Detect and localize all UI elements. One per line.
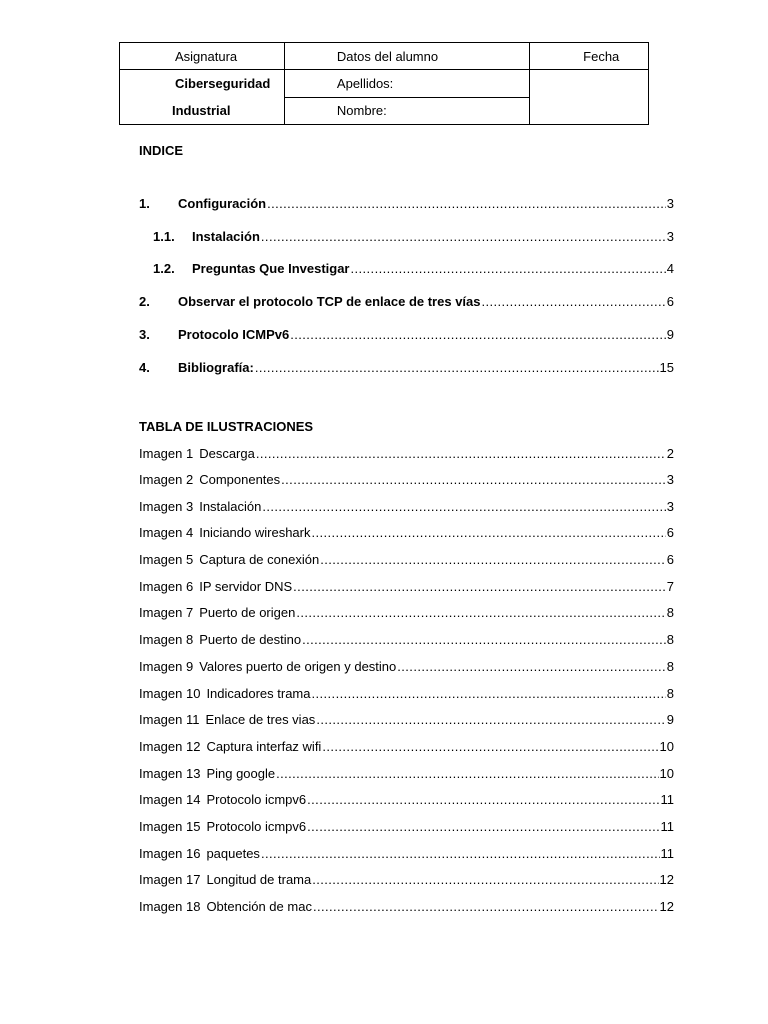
toc-entry[interactable] bbox=[139, 294, 674, 309]
toc-text: Instalación bbox=[192, 229, 260, 244]
illustration-text: Iniciando wireshark bbox=[199, 525, 311, 540]
illustration-entry[interactable] bbox=[139, 659, 674, 674]
date-cell bbox=[530, 70, 649, 125]
illustration-label: Imagen 13 bbox=[139, 766, 201, 781]
subject-line-1: Ciberseguridad bbox=[175, 76, 271, 91]
surname-row bbox=[120, 70, 649, 98]
toc-page: 15 bbox=[659, 360, 674, 375]
toc-entry[interactable] bbox=[139, 196, 674, 211]
toc-page: 9 bbox=[666, 327, 674, 342]
illustration-entry[interactable] bbox=[139, 525, 674, 540]
illustration-entry[interactable] bbox=[139, 846, 674, 861]
illustration-text: Puerto de destino bbox=[199, 632, 302, 647]
illustration-entry[interactable] bbox=[139, 686, 674, 701]
illustration-page: 11 bbox=[660, 792, 674, 807]
toc-text: Configuración bbox=[178, 196, 267, 211]
illustration-label: Imagen 12 bbox=[139, 739, 201, 754]
toc-leader bbox=[262, 499, 665, 514]
toc-number: 3. bbox=[139, 327, 150, 342]
illustration-page: 7 bbox=[666, 579, 674, 594]
subject-header-cell bbox=[120, 43, 285, 70]
toc-page: 4 bbox=[666, 261, 674, 276]
name-cell bbox=[284, 97, 529, 125]
illustration-text: Protocolo icmpv6 bbox=[206, 792, 307, 807]
date-header: Fecha bbox=[583, 48, 620, 64]
illustration-text: Enlace de tres vias bbox=[205, 712, 316, 727]
illustration-page: 10 bbox=[659, 739, 674, 754]
illustration-text: Indicadores trama bbox=[206, 686, 311, 701]
header-row bbox=[120, 43, 649, 70]
illustration-page: 2 bbox=[666, 446, 674, 461]
illustration-text: paquetes bbox=[206, 846, 260, 861]
toc-leader bbox=[397, 659, 666, 674]
illustration-text: IP servidor DNS bbox=[199, 579, 293, 594]
illustration-page: 8 bbox=[666, 686, 674, 701]
toc-entry[interactable] bbox=[139, 360, 674, 375]
illustration-page: 11 bbox=[660, 846, 674, 861]
illustration-text: Captura de conexión bbox=[199, 552, 320, 567]
illustration-page: 8 bbox=[666, 659, 674, 674]
illustration-label: Imagen 4 bbox=[139, 525, 194, 540]
toc-text: Bibliografía: bbox=[178, 360, 254, 375]
illustration-page: 8 bbox=[666, 632, 674, 647]
toc-leader bbox=[255, 360, 659, 375]
illustration-label: Imagen 14 bbox=[139, 792, 201, 807]
name-label: Nombre: bbox=[336, 103, 387, 119]
illustration-text: Instalación bbox=[199, 499, 262, 514]
illustration-page: 6 bbox=[666, 552, 674, 567]
illustration-page: 12 bbox=[659, 899, 674, 914]
toc-leader bbox=[256, 446, 666, 461]
toc-leader bbox=[290, 327, 666, 342]
surname-cell bbox=[284, 70, 529, 98]
illustration-label: Imagen 7 bbox=[139, 605, 194, 620]
illustration-label: Imagen 11 bbox=[139, 712, 200, 727]
toc-text: Preguntas Que Investigar bbox=[192, 261, 350, 276]
illustration-label: Imagen 3 bbox=[139, 499, 194, 514]
illustration-entry[interactable] bbox=[139, 472, 674, 487]
toc-leader bbox=[296, 605, 665, 620]
toc-leader bbox=[482, 294, 666, 309]
illustration-page: 8 bbox=[666, 605, 674, 620]
subject-name bbox=[120, 70, 284, 124]
illustration-label: Imagen 10 bbox=[139, 686, 201, 701]
illustration-label: Imagen 9 bbox=[139, 659, 194, 674]
illustration-entry[interactable] bbox=[139, 446, 674, 461]
illustration-page: 11 bbox=[660, 819, 674, 834]
illustration-entry[interactable] bbox=[139, 552, 674, 567]
illustration-text: Obtención de mac bbox=[206, 899, 312, 914]
student-header-cell bbox=[284, 43, 529, 70]
illustration-label: Imagen 8 bbox=[139, 632, 194, 647]
illustration-page: 12 bbox=[659, 872, 674, 887]
illustration-entry[interactable] bbox=[139, 579, 674, 594]
subject-line-2: Industrial bbox=[172, 103, 231, 118]
toc-leader bbox=[293, 579, 666, 594]
illustration-text: Puerto de origen bbox=[199, 605, 296, 620]
illustration-label: Imagen 2 bbox=[139, 472, 194, 487]
illustration-label: Imagen 5 bbox=[139, 552, 194, 567]
toc-leader bbox=[320, 552, 666, 567]
toc-number: 4. bbox=[139, 360, 150, 375]
toc-leader bbox=[313, 899, 659, 914]
toc-leader bbox=[281, 472, 666, 487]
toc-number: 1. bbox=[139, 196, 150, 211]
illustration-text: Protocolo icmpv6 bbox=[206, 819, 307, 834]
student-header: Datos del alumno bbox=[336, 48, 439, 64]
illustration-text: Descarga bbox=[199, 446, 255, 461]
toc-leader bbox=[307, 792, 659, 807]
surname-label: Apellidos: bbox=[336, 75, 394, 91]
index-title: INDICE bbox=[139, 143, 184, 158]
toc-leader bbox=[312, 686, 666, 701]
toc-leader bbox=[302, 632, 666, 647]
illustration-entry[interactable] bbox=[139, 766, 674, 781]
toc-leader bbox=[322, 739, 658, 754]
illustration-entry[interactable] bbox=[139, 872, 674, 887]
toc-entry[interactable] bbox=[153, 261, 674, 276]
illustration-entry[interactable] bbox=[139, 499, 674, 514]
illustration-text: Valores puerto de origen y destino bbox=[199, 659, 397, 674]
toc-number: 1.1. bbox=[153, 229, 175, 244]
illustration-entry[interactable] bbox=[139, 819, 674, 834]
illustration-page: 6 bbox=[666, 525, 674, 540]
illustration-label: Imagen 1 bbox=[139, 446, 194, 461]
toc-page: 3 bbox=[666, 229, 674, 244]
toc-number: 1.2. bbox=[153, 261, 175, 276]
illustration-entry[interactable] bbox=[139, 899, 674, 914]
toc-leader bbox=[261, 846, 660, 861]
illustration-text: Componentes bbox=[199, 472, 281, 487]
illustration-entry[interactable] bbox=[139, 605, 674, 620]
illustration-text: Captura interfaz wifi bbox=[206, 739, 322, 754]
illustration-page: 3 bbox=[666, 472, 674, 487]
illustration-label: Imagen 15 bbox=[139, 819, 201, 834]
toc-entry[interactable] bbox=[153, 229, 674, 244]
illustration-page: 10 bbox=[659, 766, 674, 781]
toc-leader bbox=[267, 196, 666, 211]
toc-leader bbox=[316, 712, 665, 727]
illustration-entry[interactable] bbox=[139, 632, 674, 647]
toc-leader bbox=[312, 872, 658, 887]
toc-text: Observar el protocolo TCP de enlace de tres vías bbox=[178, 294, 481, 309]
toc-leader bbox=[351, 261, 666, 276]
subject-header: Asignatura bbox=[175, 48, 238, 64]
illustration-page: 3 bbox=[666, 499, 674, 514]
toc-text: Protocolo ICMPv6 bbox=[178, 327, 290, 342]
toc-number: 2. bbox=[139, 294, 150, 309]
toc-leader bbox=[307, 819, 659, 834]
subject-cell bbox=[120, 70, 285, 125]
illustration-entry[interactable] bbox=[139, 712, 674, 727]
toc-leader bbox=[311, 525, 665, 540]
toc-entry[interactable] bbox=[139, 327, 674, 342]
illustration-entry[interactable] bbox=[139, 739, 674, 754]
illustrations-title: TABLA DE ILUSTRACIONES bbox=[139, 419, 314, 434]
illustration-entry[interactable] bbox=[139, 792, 674, 807]
header-table bbox=[119, 42, 649, 125]
toc-leader bbox=[261, 229, 666, 244]
illustration-text: Ping google bbox=[206, 766, 276, 781]
toc-page: 3 bbox=[666, 196, 674, 211]
illustration-label: Imagen 18 bbox=[139, 899, 201, 914]
illustration-page: 9 bbox=[666, 712, 674, 727]
toc-page: 6 bbox=[666, 294, 674, 309]
illustration-text: Longitud de trama bbox=[206, 872, 312, 887]
illustration-label: Imagen 17 bbox=[139, 872, 201, 887]
illustration-label: Imagen 16 bbox=[139, 846, 201, 861]
date-header-cell bbox=[530, 43, 649, 70]
illustration-label: Imagen 6 bbox=[139, 579, 194, 594]
toc-leader bbox=[276, 766, 658, 781]
